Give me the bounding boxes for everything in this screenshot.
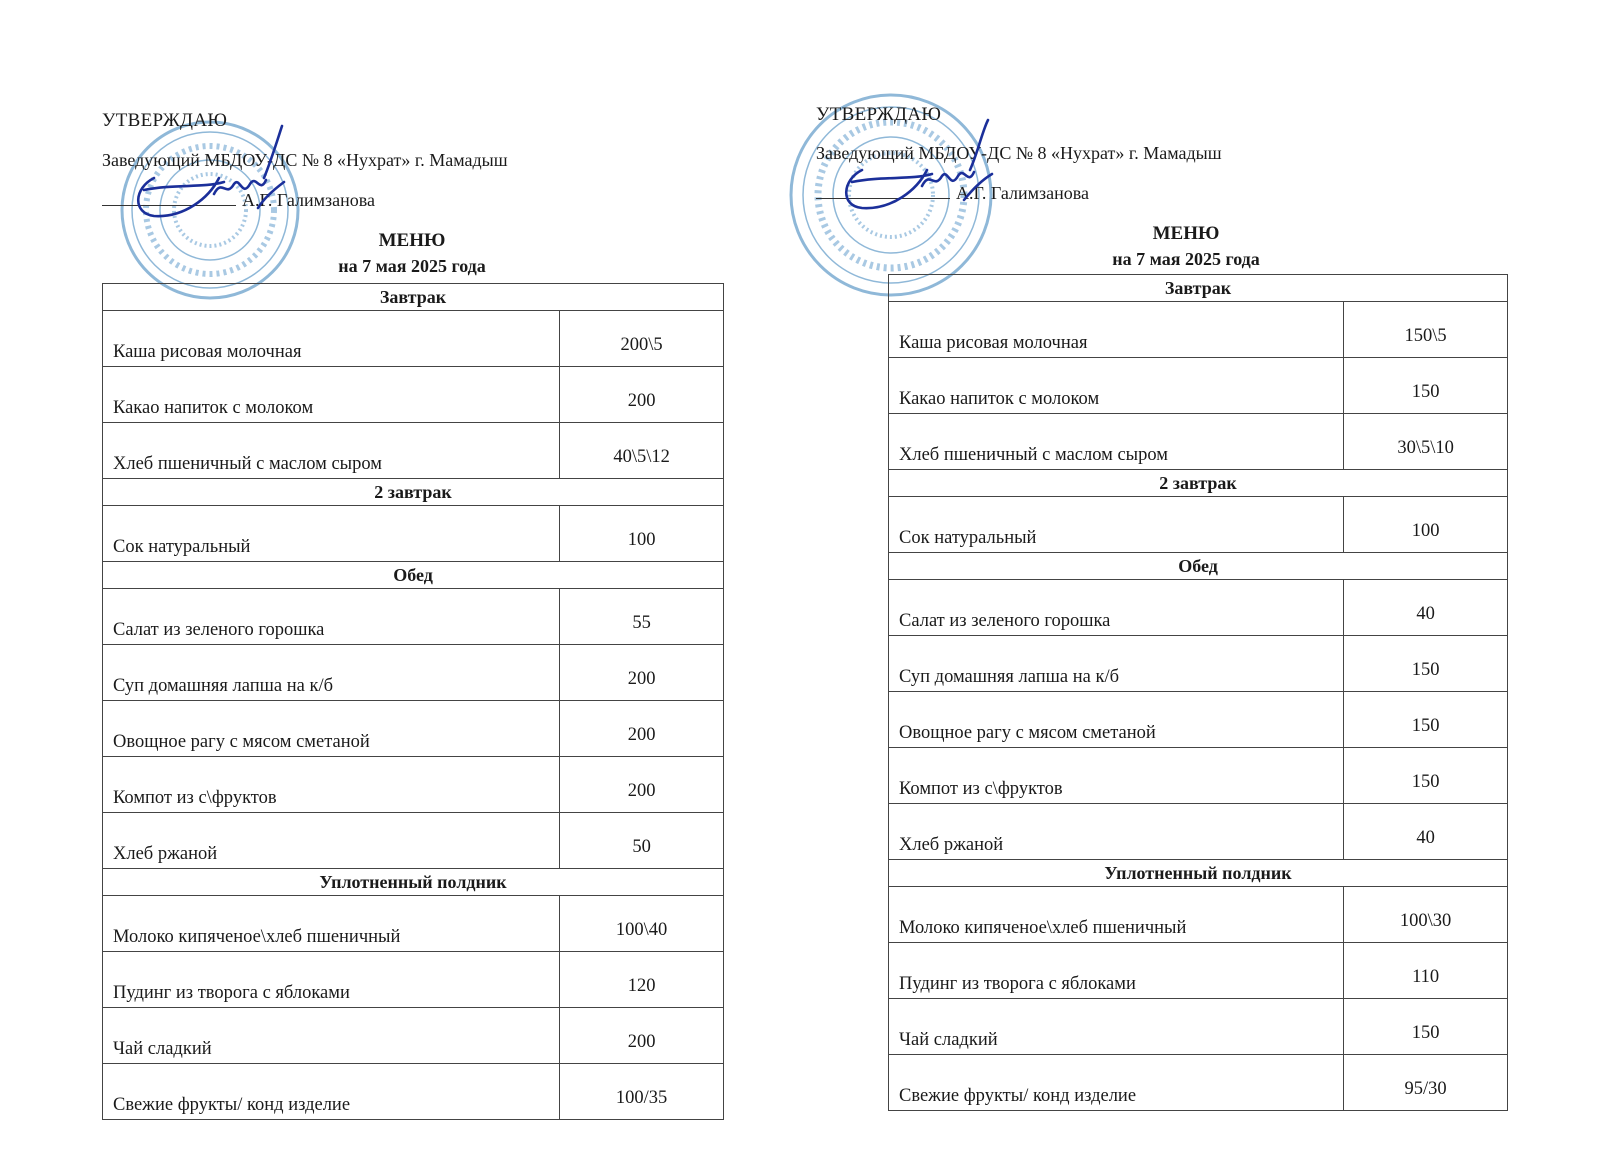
table-row [103,311,724,367]
section-header: Завтрак [103,284,724,311]
portion-size: 55 [560,589,724,645]
dish-name: Каша рисовая молочная [889,302,1344,358]
section-header: Уплотненный полдник [103,869,724,896]
table-row [103,952,724,1008]
dish-name: Молоко кипяченое\хлеб пшеничный [103,896,560,952]
dish-name: Салат из зеленого горошка [889,580,1344,636]
table-row [103,506,724,562]
dish-name: Овощное рагу с мясом сметаной [889,692,1344,748]
table-row [103,813,724,869]
table-row [889,414,1508,470]
section-header: 2 завтрак [103,479,724,506]
portion-size: 150 [1344,358,1508,414]
portion-size: 150 [1344,748,1508,804]
table-row [889,804,1508,860]
table-row [889,302,1508,358]
portion-size: 100\30 [1344,887,1508,943]
dish-name: Какао напиток с молоком [103,367,560,423]
portion-size: 30\5\10 [1344,414,1508,470]
dish-name: Свежие фрукты/ конд изделие [889,1055,1344,1111]
portion-size: 200 [560,757,724,813]
dish-name: Суп домашняя лапша на к/б [889,636,1344,692]
table-row [103,423,724,479]
portion-size: 150 [1344,636,1508,692]
table-row [103,701,724,757]
portion-size: 40 [1344,804,1508,860]
dish-name: Компот из с\фруктов [889,748,1344,804]
dish-name: Суп домашняя лапша на к/б [103,645,560,701]
table-row [889,887,1508,943]
dish-name: Каша рисовая молочная [103,311,560,367]
table-row [889,999,1508,1055]
dish-name: Какао напиток с молоком [889,358,1344,414]
menu-title: МЕНЮ [378,230,446,251]
table-row [889,497,1508,553]
table-row [103,896,724,952]
table-row [103,1064,724,1120]
dish-name: Хлеб пшеничный с маслом сыром [889,414,1344,470]
signer-name: А.Г. Галимзанова [956,183,1089,203]
handwritten-signature-icon [114,118,294,228]
signer-name: А.Г. Галимзанова [242,190,375,210]
menu-date: на 7 мая 2025 года [1112,249,1260,269]
table-row [889,1055,1508,1111]
section-header: Завтрак [889,275,1508,302]
portion-size: 200\5 [560,311,724,367]
dish-name: Хлеб пшеничный с маслом сыром [103,423,560,479]
head-position: Заведующий МБДОУ-ДС № 8 «Нухрат» г. Мамадыш [102,150,508,170]
portion-size: 100\40 [560,896,724,952]
section-header: Обед [103,562,724,589]
portion-size: 95/30 [1344,1055,1508,1111]
portion-size: 200 [560,701,724,757]
portion-size: 150\5 [1344,302,1508,358]
portion-size: 100 [560,506,724,562]
portion-size: 110 [1344,943,1508,999]
table-row [889,636,1508,692]
dish-name: Сок натуральный [889,497,1344,553]
table-row [103,645,724,701]
menu-table-left [102,283,724,1120]
portion-size: 200 [560,367,724,423]
table-row [103,589,724,645]
dish-name: Хлеб ржаной [103,813,560,869]
portion-size: 50 [560,813,724,869]
section-header: 2 завтрак [889,470,1508,497]
dish-name: Чай сладкий [889,999,1344,1055]
section-header: Уплотненный полдник [889,860,1508,887]
portion-size: 150 [1344,692,1508,748]
table-row [103,367,724,423]
table-row [889,580,1508,636]
portion-size: 150 [1344,999,1508,1055]
table-row [103,1008,724,1064]
portion-size: 120 [560,952,724,1008]
handwritten-signature-icon [822,112,1002,222]
menu-table-right [888,274,1508,1111]
approve-label: УТВЕРЖДАЮ [102,110,228,131]
dish-name: Салат из зеленого горошка [103,589,560,645]
approve-label: УТВЕРЖДАЮ [816,104,942,125]
table-row [889,358,1508,414]
table-row [889,692,1508,748]
portion-size: 200 [560,1008,724,1064]
portion-size: 100/35 [560,1064,724,1120]
dish-name: Хлеб ржаной [889,804,1344,860]
table-row [889,943,1508,999]
table-row [103,757,724,813]
portion-size: 100 [1344,497,1508,553]
menu-date: на 7 мая 2025 года [338,256,486,276]
head-position: Заведующий МБДОУ-ДС № 8 «Нухрат» г. Мамадыш [816,143,1222,163]
dish-name: Чай сладкий [103,1008,560,1064]
dish-name: Свежие фрукты/ конд изделие [103,1064,560,1120]
section-header: Обед [889,553,1508,580]
portion-size: 40\5\12 [560,423,724,479]
table-row [889,748,1508,804]
dish-name: Компот из с\фруктов [103,757,560,813]
menu-title: МЕНЮ [1152,223,1220,244]
dish-name: Сок натуральный [103,506,560,562]
dish-name: Овощное рагу с мясом сметаной [103,701,560,757]
dish-name: Пудинг из творога с яблоками [889,943,1344,999]
portion-size: 200 [560,645,724,701]
dish-name: Молоко кипяченое\хлеб пшеничный [889,887,1344,943]
portion-size: 40 [1344,580,1508,636]
dish-name: Пудинг из творога с яблоками [103,952,560,1008]
